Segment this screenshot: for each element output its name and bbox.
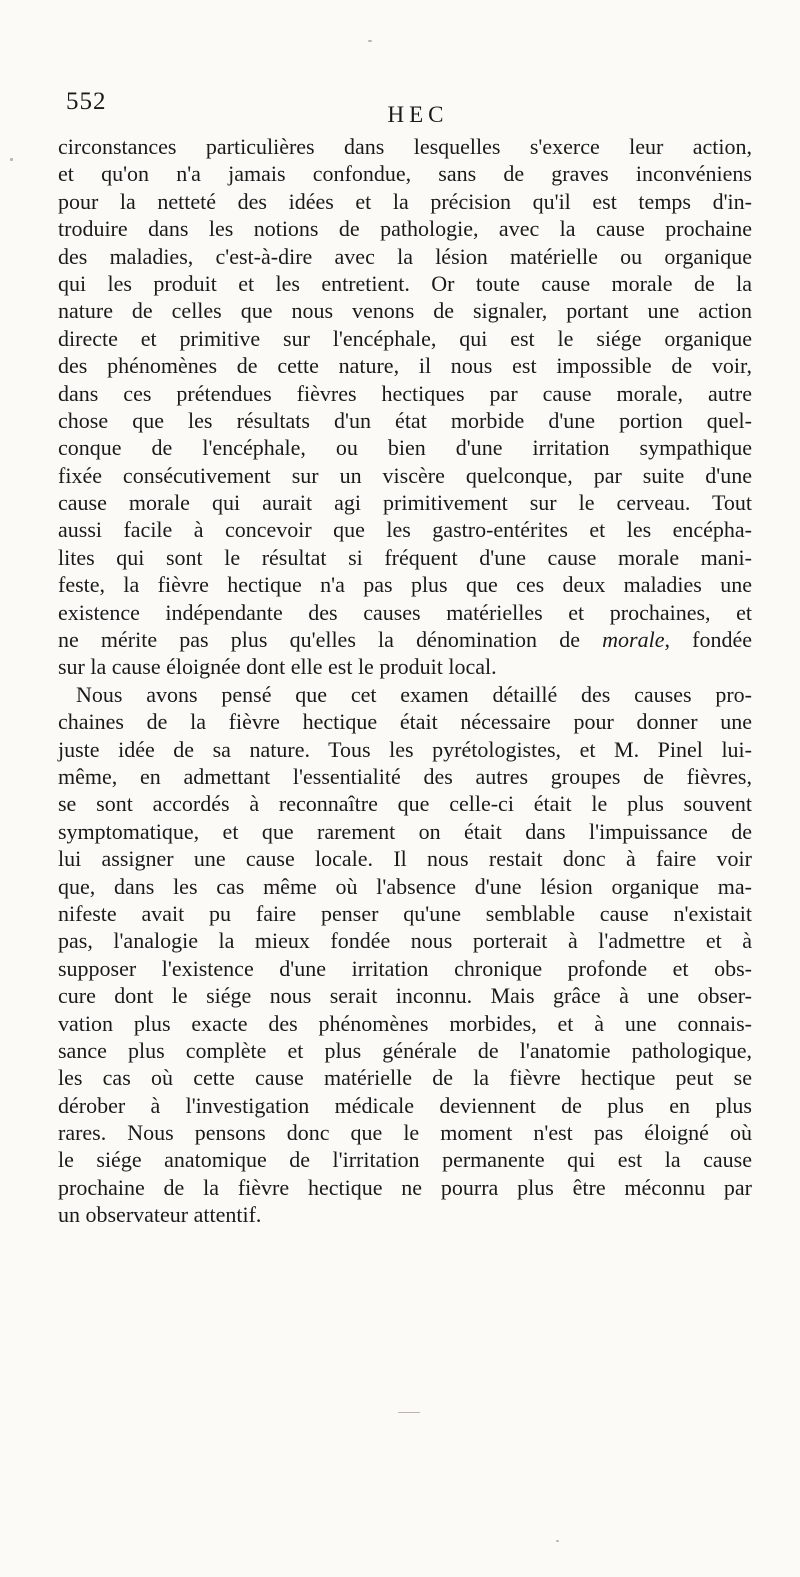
text-line: lui assigner une cause locale. Il nous restait donc à faire voir xyxy=(58,846,752,872)
text-line: sur la cause éloignée dont elle est le produit local. xyxy=(58,654,497,680)
paper-speck xyxy=(368,40,372,42)
text-line: lites qui sont le résultat si fréquent d'une cause morale mani- xyxy=(58,544,752,570)
text-line: ne mérite pas plus qu'elles la dénomination de morale, fondée xyxy=(58,627,753,653)
text-line: aussi facile à concevoir que les gastro-entérites et les encépha- xyxy=(58,517,752,543)
text-line: les cas où cette cause matérielle de la fièvre hectique peut se xyxy=(58,1065,752,1091)
running-head: HEC xyxy=(387,102,449,127)
text-line: Nous avons pensé que cet examen détaillé des causes pro- xyxy=(76,681,752,707)
text-line: supposer l'existence d'une irritation chronique profonde et obs- xyxy=(58,955,752,981)
paper-speck xyxy=(556,1540,559,1542)
text-line: rares. Nous pensons donc que le moment n'est pas éloigné où xyxy=(58,1120,752,1146)
text-line: sance plus complète et plus générale de l'anatomie pathologique, xyxy=(58,1037,752,1063)
text-line: nifeste avait pu faire penser qu'une semblable cause n'existait xyxy=(58,900,752,926)
text-line: que, dans les cas même où l'absence d'une lésion organique ma- xyxy=(58,873,752,899)
page-number: 552 xyxy=(66,88,107,115)
text-line: juste idée de sa nature. Tous les pyrétologistes, et M. Pinel lui- xyxy=(58,736,752,762)
text-line: conque de l'encéphale, ou bien d'une irritation sympathique xyxy=(58,435,752,461)
text-line: qui les produit et les entretient. Or toute cause morale de la xyxy=(58,270,752,296)
text-line: des phénomènes de cette nature, il nous est impossible de voir, xyxy=(58,353,752,379)
text-line: le siége anatomique de l'irritation permanente qui est la cause xyxy=(58,1147,752,1173)
text-line: pour la netteté des idées et la précision qu'il est temps d'in- xyxy=(58,188,752,214)
text-line: dérober à l'investigation médicale deviennent de plus en plus xyxy=(58,1092,752,1118)
text-line: fixée consécutivement sur un viscère quelconque, par suite d'une xyxy=(58,462,752,488)
text-line: dans ces prétendues fièvres hectiques par cause morale, autre xyxy=(58,380,752,406)
text-line: et qu'on n'a jamais confondue, sans de graves inconvéniens xyxy=(58,161,752,187)
text-line: chose que les résultats d'un état morbide d'une portion quel- xyxy=(58,407,752,433)
text-line: prochaine de la fièvre hectique ne pourra plus être méconnu par xyxy=(58,1174,752,1200)
text-line: cure dont le siége nous serait inconnu. Mais grâce à une obser- xyxy=(58,983,752,1009)
text-line: feste, la fièvre hectique n'a pas plus que ces deux maladies une xyxy=(58,572,752,598)
text-line: symptomatique, et que rarement on était dans l'impuissance de xyxy=(58,818,752,844)
text-line: chaines de la fièvre hectique était nécessaire pour donner une xyxy=(58,709,752,735)
text-line: circonstances particulières dans lesquelles s'exerce leur action, xyxy=(58,134,752,159)
text-line: existence indépendante des causes matérielles et prochaines, et xyxy=(58,599,752,625)
text-line: même, en admettant l'essentialité des autres groupes de fièvres, xyxy=(58,763,752,789)
text-line: des maladies, c'est-à-dire avec la lésion matérielle ou organique xyxy=(58,243,752,269)
body-text xyxy=(58,133,752,1229)
text-line: nature de celles que nous venons de signaler, portant une action xyxy=(58,298,752,324)
text-line: pas, l'analogie la mieux fondée nous porterait à l'admettre et à xyxy=(58,928,752,954)
text-line: troduire dans les notions de pathologie, avec la cause prochaine xyxy=(58,216,752,242)
paragraph xyxy=(58,133,752,681)
text-line: directe et primitive sur l'encéphale, qui est le siége organique xyxy=(58,325,752,351)
text-line: se sont accordés à reconnaître que celle-ci était le plus souvent xyxy=(58,791,752,817)
text-line: cause morale qui aurait agi primitivement sur le cerveau. Tout xyxy=(58,490,752,516)
paragraph xyxy=(58,681,752,1229)
paper-speck xyxy=(398,1412,420,1413)
text-line: un observateur attentif. xyxy=(58,1202,262,1228)
paper-speck xyxy=(10,158,13,161)
text-line: vation plus exacte des phénomènes morbides, et à une connais- xyxy=(58,1010,752,1036)
